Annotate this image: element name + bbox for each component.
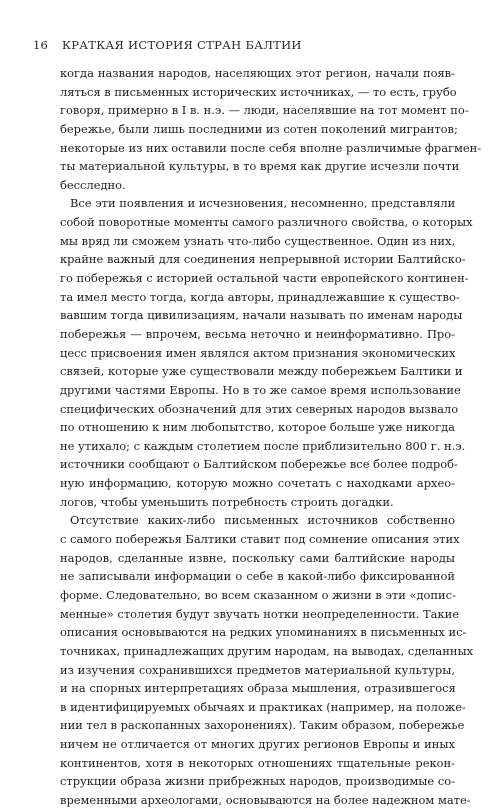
text-line: ничем не отличается от многих других регионов Европы и иных: [60, 737, 455, 752]
text-line: бесследно.: [60, 177, 126, 192]
text-line: некоторые из них оставили после себя вполне различимые фрагмен-: [60, 140, 482, 155]
running-head-title: КРАТКАЯ ИСТОРИЯ СТРАН БАЛТИИ: [62, 38, 302, 52]
text-line: с самого побережья Балтики ставит под сомнение описания этих: [60, 532, 460, 547]
text-line: крайне важный для соединения непрерывной истории Балтийско-: [60, 252, 466, 267]
text-line: Все эти появления и исчезновения, несомненно, представляли: [70, 196, 456, 211]
text-line: та имел место тогда, когда авторы, принадлежавшие к существо-: [60, 289, 460, 304]
paragraph: [60, 511, 474, 809]
text-line: собой поворотные моменты самого различного свойства, о которых: [60, 215, 473, 230]
text-line: вавшим тогда цивилизациям, начали называть по именам народы: [60, 308, 463, 323]
text-line: континентов, хотя в некоторых отношениях тщательные рекон-: [60, 755, 455, 770]
text-line: ную информацию, которую можно сочетать с находками архео-: [60, 476, 455, 491]
text-line: логов, чтобы уменьшить потребность строить догадки.: [60, 494, 394, 509]
text-line: когда названия народов, населяющих этот регион, начали появ-: [60, 66, 455, 80]
text-line: мы вряд ли сможем узнать что-либо существенное. Один из них,: [60, 233, 456, 248]
text-line: связей, которые уже существовали между побережьем Балтики и: [60, 364, 463, 379]
text-line: не утихало; с каждым столетием после приблизительно 800 г. н.э.: [60, 438, 466, 453]
text-line: другими частями Европы. Но в то же самое время использование: [60, 382, 461, 397]
text-line: бережье, были лишь последними из сотен поколений мигрантов;: [60, 121, 458, 136]
text-line-part-a: форме. Следовательно, во всем сказанном о жизни в эти «допис-: [60, 587, 456, 602]
text-line: источники сообщают о Балтийском побережье все более подроб-: [60, 457, 458, 472]
paragraph: [60, 64, 482, 194]
text-line: струкции образа жизни прибрежных народов, производимые со-: [60, 774, 455, 789]
text-line: описания основываются на редких упоминаниях в письменных ис-: [60, 625, 467, 640]
running-head: [33, 38, 453, 54]
text-line: ляться в письменных исторических источниках, — то есть, грубо: [60, 84, 457, 99]
text-line: временными археологами, основываются на более надежном мате-: [60, 792, 471, 807]
text-line-part-b: менные» столетия будут звучать нотки неопределенности. Такие: [60, 606, 460, 621]
text-line: го побережья с историей остальной части европейского континен-: [60, 271, 469, 286]
page-number: 16: [33, 38, 49, 52]
text-line: говоря, примерно в I в. н.э. — люди, населявшие на тот момент по-: [60, 103, 469, 118]
text-line: в идентифицируемых обычаях и практиках (например, на положе-: [60, 699, 466, 714]
text-line: не записывали информации о себе в какой-либо фиксированной: [60, 569, 455, 584]
text-line: побережья — впрочем, весьма неточно и неинформативно. Про-: [60, 326, 455, 341]
text-line: по отношению к ним любопытство, которое больше уже никогда: [60, 420, 456, 435]
text-line: цесс присвоения имен являлся актом признания экономических: [60, 345, 456, 360]
text-line: точниках, принадлежащих другим народам, на выводах, сделанных: [60, 643, 474, 658]
text-line: Отсутствие каких-либо письменных источников собственно: [70, 513, 455, 528]
text-line: нии тел в раскопанных захоронениях). Таким образом, побережье: [60, 718, 465, 733]
text-line: народов, сделанные извне, поскольку сами балтийские народы: [60, 550, 455, 565]
paragraph: [60, 194, 473, 511]
body-text: [60, 64, 482, 810]
text-line: и на спорных интерпретациях образа мышления, отразившегося: [60, 681, 456, 696]
text-line: специфических обозначений для этих северных народов вызвало: [60, 401, 459, 416]
text-line: ты материальной культуры, в то время как другие исчезли почти: [60, 159, 460, 174]
text-line: из изучения сохранившихся предметов материальной культуры,: [60, 662, 455, 677]
